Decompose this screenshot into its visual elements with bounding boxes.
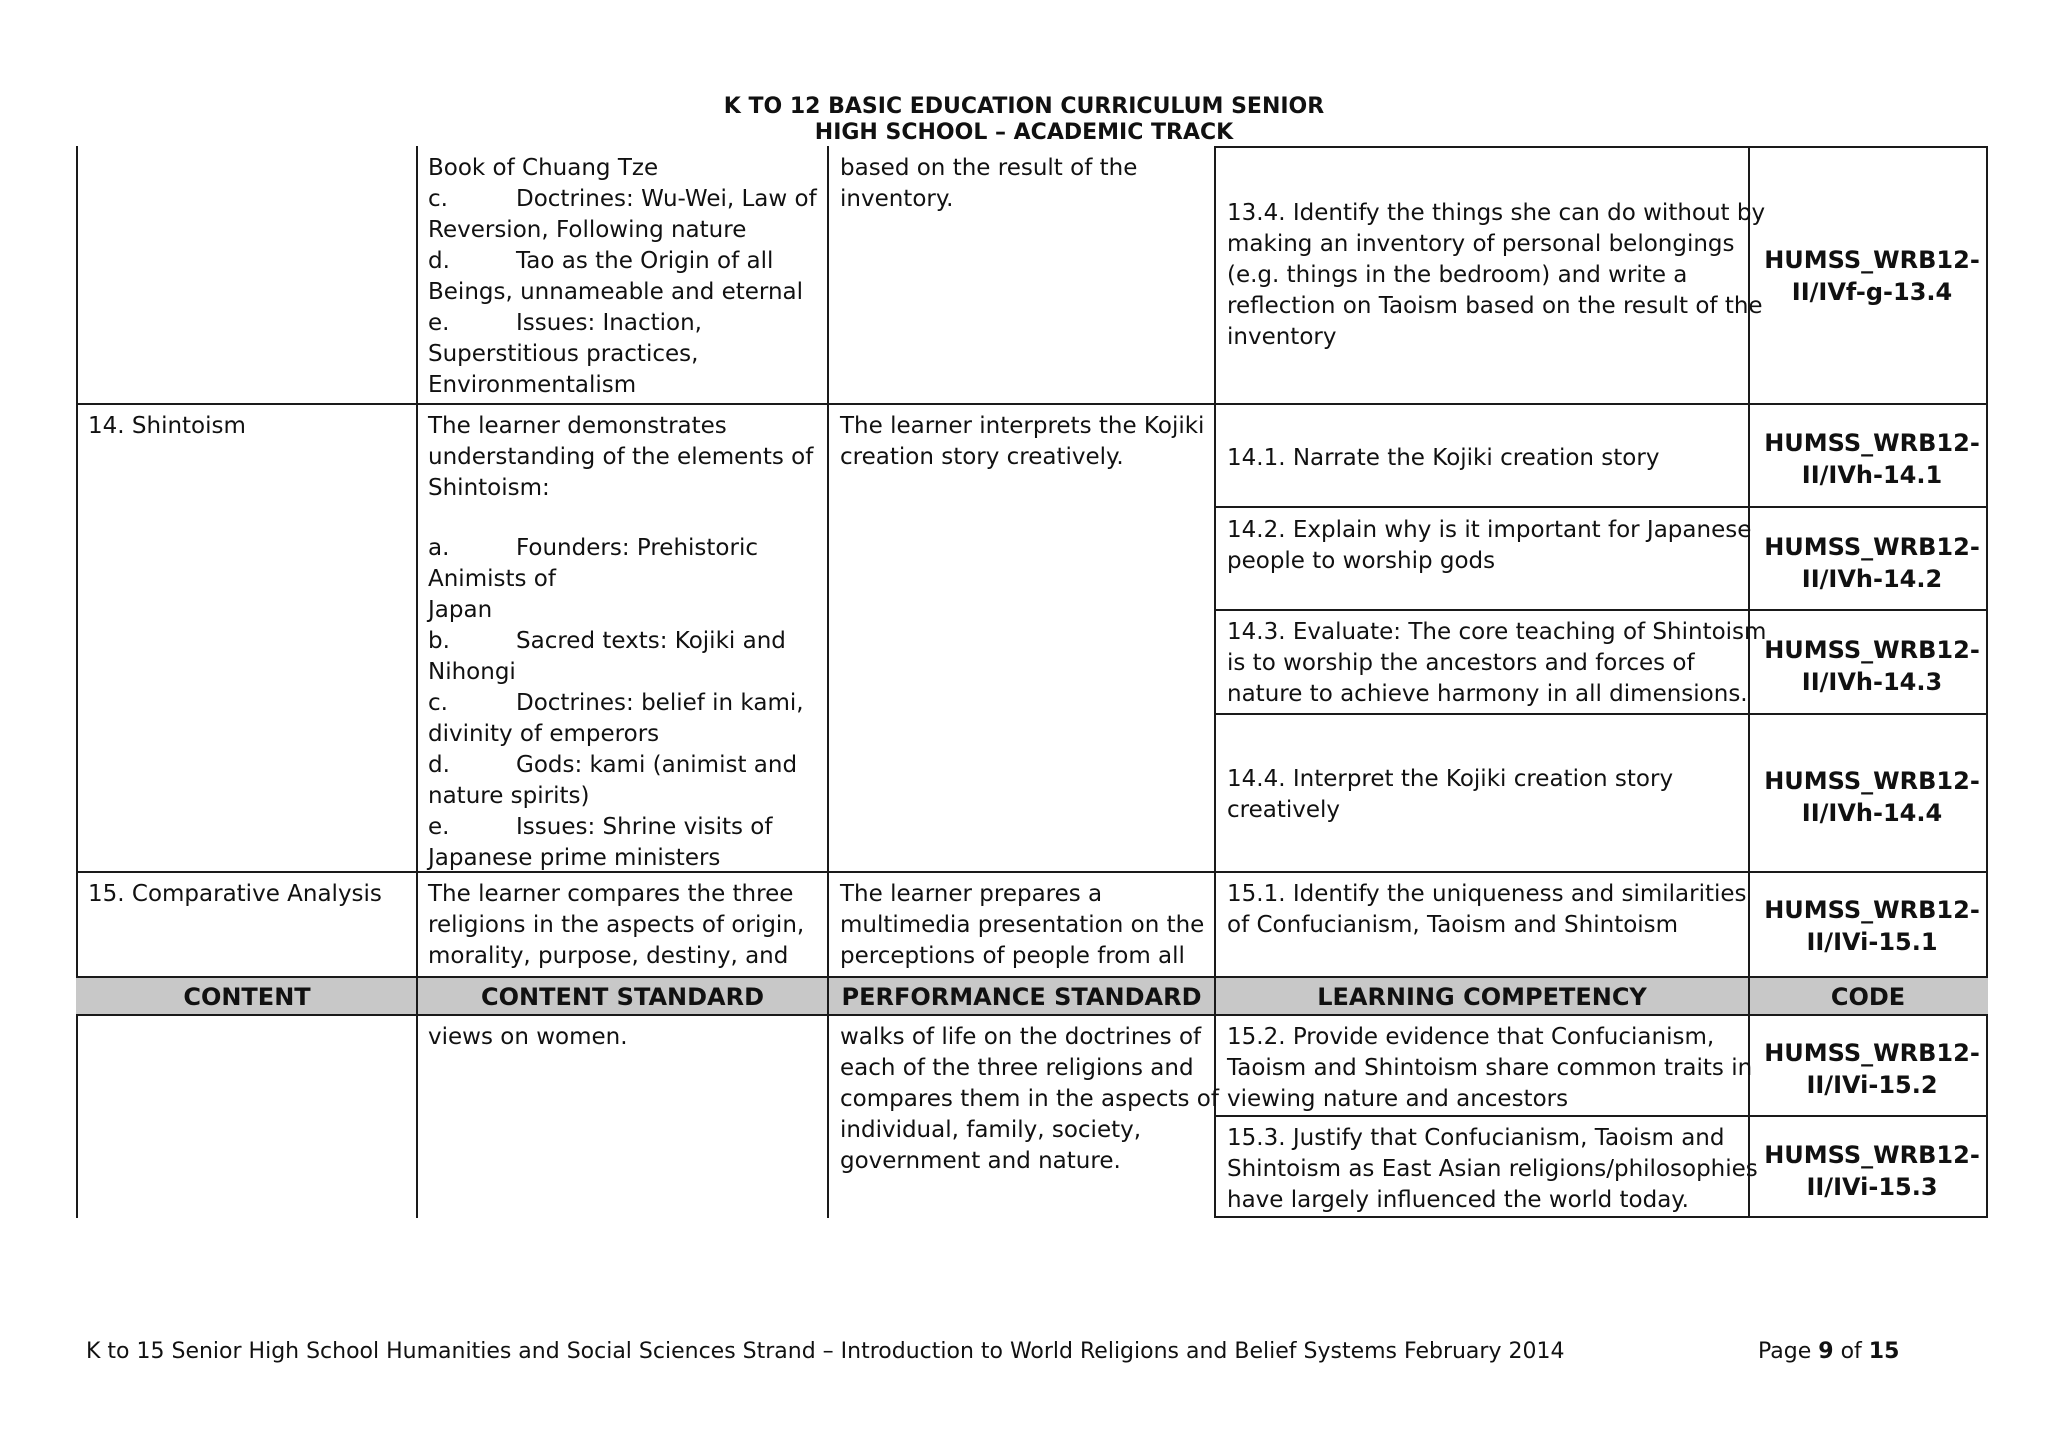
comparative-content-standard: The learner compares the three religions in the aspects of origin, morality, purpose, destiny, and (428, 881, 805, 969)
code-15-1: HUMSS_WRB12- II/IVi-15.1 (1764, 896, 1980, 956)
code-14-3: HUMSS_WRB12- II/IVh-14.3 (1764, 636, 1980, 696)
content-shintoism: 14. Shintoism (88, 413, 246, 439)
header-content: CONTENT (183, 983, 311, 1011)
code-15-2: HUMSS_WRB12- II/IVi-15.2 (1764, 1039, 1980, 1099)
competency-15-3: 15.3. Justify that Confucianism, Taoism and Shintoism as East Asian religions/philosophies have largely influenced the world today. (1227, 1125, 1758, 1213)
competency-14-3: 14.3. Evaluate: The core teaching of Shintoism is to worship the ancestors and forces of nature to achieve harmony in all dimensions. (1227, 619, 1767, 707)
competency-14-1: 14.1. Narrate the Kojiki creation story (1227, 445, 1660, 471)
competency-14-2: 14.2. Explain why is it important for Japanese people to worship gods (1227, 517, 1752, 574)
shintoism-performance-standard: The learner interprets the Kojiki creation story creatively. (840, 413, 1205, 470)
continued-content-standard: views on women. (428, 1024, 628, 1050)
competency-14-4: 14.4. Interpret the Kojiki creation story creatively (1227, 766, 1674, 823)
taoism-content-standard: Book of Chuang Tze c. Doctrines: Wu-Wei, Law of Reversion, Following nature d. Tao as the Origin of all Beings, unnameable and eternal e. Issues: Inaction, Superstitious practices, Environmentalism (428, 155, 817, 398)
content-comparative-analysis: 15. Comparative Analysis (88, 881, 382, 907)
code-15-3: HUMSS_WRB12- II/IVi-15.3 (1764, 1141, 1980, 1201)
document-title-line-1: K TO 12 BASIC EDUCATION CURRICULUM SENIOR (723, 94, 1325, 119)
continued-performance-standard: walks of life on the doctrines of each of the three religions and compares them in the aspects of individual, family, society, government and nature. (840, 1024, 1219, 1174)
competency-15-2: 15.2. Provide evidence that Confucianism, Taoism and Shintoism share common traits in viewing nature and ancestors (1227, 1024, 1753, 1112)
code-14-4: HUMSS_WRB12- II/IVh-14.4 (1764, 767, 1980, 827)
competency-15-1: 15.1. Identify the uniqueness and similarities of Confucianism, Taoism and Shintoism (1227, 881, 1747, 938)
header-content-standard: CONTENT STANDARD (480, 983, 765, 1011)
competency-13-4: 13.4. Identify the things she can do without by making an inventory of personal belongings (e.g. things in the bedroom) and write a reflection on Taoism based on the result of the inventory (1227, 200, 1766, 350)
code-13-4: HUMSS_WRB12- II/IVf-g-13.4 (1764, 246, 1980, 306)
code-14-1: HUMSS_WRB12- II/IVh-14.1 (1764, 429, 1980, 489)
comparative-performance-standard: The learner prepares a multimedia presentation on the perceptions of people from all (840, 881, 1205, 969)
document-title-line-2: HIGH SCHOOL – ACADEMIC TRACK (814, 120, 1234, 145)
header-performance-standard: PERFORMANCE STANDARD (841, 983, 1202, 1011)
header-learning-competency: LEARNING COMPETENCY (1317, 983, 1647, 1011)
taoism-performance-standard: based on the result of the inventory. (840, 155, 1138, 212)
code-14-2: HUMSS_WRB12- II/IVh-14.2 (1764, 533, 1980, 593)
footer-text: K to 15 Senior High School Humanities and Social Sciences Strand – Introduction to World Religions and Belief Systems February 2014 (86, 1339, 1565, 1364)
page-indicator: Page 9 of 15 (1758, 1339, 1900, 1364)
shintoism-content-standard: The learner demonstrates understanding of the elements of Shintoism: a. Founders: Prehistoric Animists of Japan b. Sacred texts: Kojiki and Nihongi c. Doctrines: belief in kami, divinity of emperors d. Gods: kami (animist and nature spirits) e. Issues: Shrine visits of Japanese prime ministers (428, 413, 814, 871)
header-code: CODE (1830, 983, 1906, 1011)
